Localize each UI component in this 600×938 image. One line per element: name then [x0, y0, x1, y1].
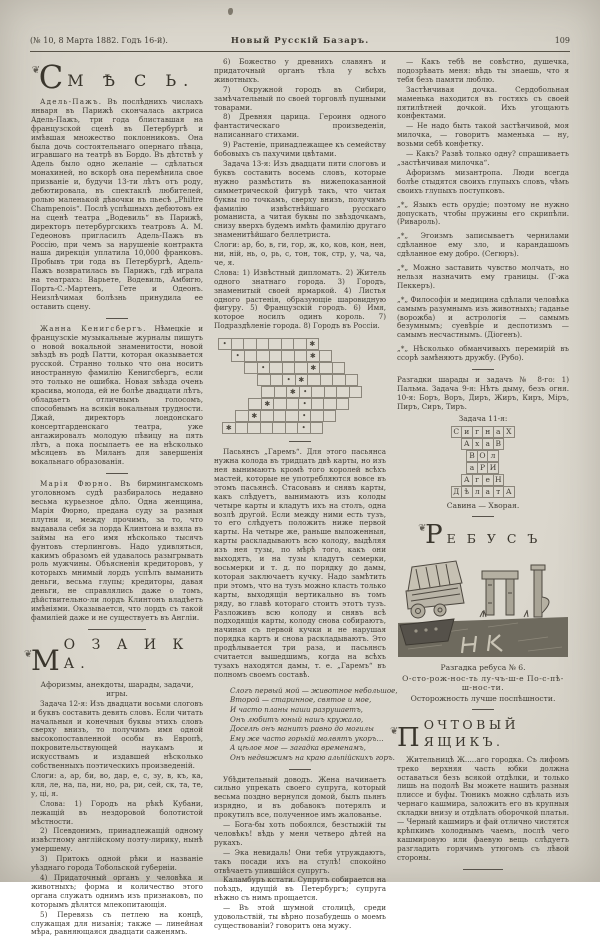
- puzzle-grid-cell: [261, 386, 275, 398]
- letter-grid-cell: В: [493, 438, 505, 450]
- separator: [472, 709, 494, 710]
- separator: [106, 473, 128, 474]
- puzzle-grid-cell: [260, 422, 274, 434]
- puzzle-grid-cell: [345, 374, 359, 386]
- letter-grid-cell: А: [461, 438, 473, 450]
- puzzle-grid-cell: •: [231, 350, 245, 362]
- letter-grid-cell: Р: [477, 462, 489, 474]
- puzzle-grid-cell: [320, 374, 334, 386]
- letter-grid-cell: е: [482, 474, 494, 486]
- letter-grid-cell: х: [472, 438, 484, 450]
- task12-word-4: 4) Придаточный органъ у человѣка и животныхъ; форма и количество этого органа служатъ однимъ изъ признаковъ, по которымъ дѣлятся млекопитающія.: [31, 872, 203, 909]
- mosaic-subtitle: Афоризмы, анекдоты, шарады, задачи, игры.: [40, 679, 194, 698]
- ink-blemish: [228, 8, 233, 15]
- puzzle-grid-cell: •: [297, 422, 311, 434]
- puzzle-grid-cell: ✱: [307, 362, 321, 374]
- header-rule: [30, 51, 570, 52]
- puzzle-grid-cell: ✱: [261, 398, 275, 410]
- puzzle-grid-cell: [274, 386, 288, 398]
- task13-words: Слова: 1) Извѣстный дипломатъ. 2) Житель одного знатнаго города. 3) Городъ, знаменитый своей ярмаркой. 4) Листья одного растенія, образующіе шаровидную фигуру. 5) Французскій городъ. 6) Имя, которое носилъ одинъ король. 7) Подраздѣленіе города. 8) Городъ въ Россіи.: [214, 267, 386, 331]
- task12-word-1: Слова: 1) Городъ на рѣкѣ Кубани, лежащій въ нездоровой болотистой мѣстности.: [31, 798, 203, 826]
- puzzle-grid-cell: [285, 410, 299, 422]
- dochka-line-2: — Какъ? Развѣ только одну? спрашиваетъ „застѣнчивая милочка“.: [397, 149, 569, 167]
- letter-grid-cell: Д: [451, 486, 463, 498]
- aforizm-mizantropa: Афоризмъ мизантропа. Люди всегда болѣе стыдятся своихъ глупыхъ словъ, чѣмъ своихъ глупыхъ поступковъ.: [397, 167, 569, 195]
- puzzle-grid-cell: [332, 374, 346, 386]
- letter-grid-row: [397, 487, 569, 499]
- flourish-icon: ❦: [31, 65, 41, 76]
- puzzle-grid-cell: [248, 398, 262, 410]
- puzzle-grid-cell: [243, 338, 257, 350]
- task13-puzzle-grid: [214, 339, 386, 435]
- section-title-rebus: ❦ Р Е Б У С Ъ: [397, 523, 569, 547]
- letter-grid-cell: л: [472, 486, 484, 498]
- aphorism-rivarol: „*„ Языкъ есть орудіе; поэтому не нужно допускать, чтобы пружины его скрипѣли. (Ривароль).: [397, 199, 569, 227]
- kalambur-line-2: — Какъ тебѣ не совѣстно, душечка, подозрѣвать меня: вѣдь ты знаешь, что я тебя безъ памяти люблю.: [397, 57, 569, 84]
- right-column: [390, 57, 569, 876]
- puzzle-grid-cell: [281, 338, 295, 350]
- separator: [289, 441, 311, 442]
- letter-grid-cell: а: [493, 426, 505, 438]
- puzzle-grid-cell: [307, 374, 321, 386]
- letter-grid-cell: г: [472, 474, 484, 486]
- puzzle-grid-row: [223, 423, 386, 435]
- puzzle-grid-cell: •: [298, 410, 312, 422]
- dochka-line-1: — Не надо быть такой застѣнчивой, моя милочка, — говоритъ маменька — ну, возьми себѣ конфетку.: [397, 121, 569, 149]
- puzzle-grid-cell: [281, 350, 295, 362]
- puzzle-grid-cell: ✱: [295, 374, 309, 386]
- puzzle-grid-cell: [332, 362, 346, 374]
- puzzle-grid-cell: [269, 350, 283, 362]
- letter-grid-cell: С: [451, 426, 463, 438]
- page-number: 109: [554, 36, 570, 45]
- section-title-post-box: ❦ П ОЧТОВЫЙ ЯЩИКЪ.: [390, 716, 520, 753]
- charade-poem: Слогъ первый мой — животное небольшое, Второй — старинное, святое и мое, И часто планы наши разрушаетъ, Онъ любитъ юный нашъ кружало, Доселѣ онъ манитъ равно до могилы Ему же часто горькій молвятъ укоръ… А цѣлое мое — загадка временамъ, Онъ недвижимъ на краю альпійскихъ горъ.: [230, 685, 398, 762]
- puzzle-grid-cell: •: [298, 398, 312, 410]
- puzzle-grid-cell: [270, 374, 284, 386]
- kalambur-line-1: — Въ этой шумной столицѣ, среди удовольствій, ты вѣрно позабудешь о моемъ существованіи? говоритъ она мужу.: [214, 903, 386, 930]
- task13-intro: Задача 13-я: Изъ двадцати пяти слоговъ и буквъ составить восемь словъ, которые нужно размѣстить въ нижепоказанной симметрической фигурѣ такъ, что читая буквы по точкамъ, сверху внизъ, получимъ фамилію извѣстнѣйшаго русскаго романиста, а читая буквы по звѣздочкамъ, снизу вверхъ будемъ имѣть фамилію другаго знаменитѣйшаго беллетриста.: [214, 158, 386, 240]
- puzzle-grid-cell: [310, 410, 324, 422]
- puzzle-grid-cell: [294, 350, 308, 362]
- newspaper-title: Новый Русскій Базаръ.: [230, 36, 370, 46]
- puzzle-grid-cell: [257, 374, 271, 386]
- puzzle-grid-cell: [310, 422, 324, 434]
- section-title-smes: ❦ С М Ѣ С Ь.: [31, 58, 196, 96]
- letter-grid-cell: и: [461, 426, 473, 438]
- anecdote-dovod: Убѣдительный доводъ. Жена начинаетъ сильно упрекать своего супруга, который весьма поздно вернулся домой, былъ пьянъ изрядно, и въ добавокъ потерялъ и прокутилъ все, полученное имъ жалованье.: [214, 774, 386, 820]
- aphorism-rubo: „*„ Нѣсколько обманчивыхъ перемирій въ ссорѣ замѣняютъ дружбу. (Рубо).: [397, 344, 569, 363]
- puzzle-grid-cell: [311, 398, 325, 410]
- puzzle-grid-cell: [349, 386, 363, 398]
- letter-grid-cell: г: [472, 426, 484, 438]
- puzzle-grid-cell: [336, 398, 350, 410]
- puzzle-grid-cell: [260, 410, 274, 422]
- letter-grid-cell: И: [487, 462, 499, 474]
- task12-word-6: 6) Божество у древнихъ славянъ и придаточный органъ тѣла у всѣхъ животныхъ.: [214, 57, 386, 84]
- puzzle-grid-cell: ✱: [306, 350, 320, 362]
- patience-harem: Пасьянсъ „Гаремъ“. Для этого пасьянса нужна колода въ тридцать двѣ карты, но изъ нея вынимаютъ кромѣ того королей всѣхъ мастей, которые не употребляются вовсе въ этомъ пасьянсѣ. Стасовавъ и снявъ карты, какъ слѣдуетъ, вынимаютъ изъ колоды четыре карты и кладутъ ихъ на столъ, одна возлѣ другой. Если между ними есть тузъ, то его слѣдуетъ положить ниже первой карты. На четыре же, раньше выложенныя, карты раскладываютъ всю колоду, выдѣляя изъ нея тузы, по мѣрѣ того, какъ они выходятъ, и на тузы кладутъ семерки, восьмерки и т. д. по порядку до дамы, которая заключаетъ кучку. Надо замѣтить при этомъ, что на тузъ можно класть только карты, выходящія вертикально въ томъ ряду, во главѣ котораго стоитъ этотъ тузъ. Разложивъ всю колоду и снявъ всѣ подходящія карты, колоду снова собираютъ, начиная съ первой кучки и не нарушая порядка картъ и снова раскладываютъ. Это продѣлывается три раза, и пасьянсъ считается вышедшимъ, когда на всѣхъ тузахъ находятся дамы, т. е. „Гаремъ“ въ полномъ своемъ составѣ.: [214, 447, 386, 679]
- letter-grid-cell: а: [482, 438, 494, 450]
- task11-title: Задача 11-я:: [458, 413, 508, 423]
- flourish-icon: ❦: [24, 648, 33, 660]
- page-header: [30, 36, 570, 50]
- task12-intro: Задача 12-я: Изъ двадцати восьми слоговъ и буквъ составить девять словъ. Если читать начальныя и конечныя буквы этихъ словъ сверху внизъ, то получимъ имя одной высокопоставленной особы въ Европѣ, покровительствующей наукамъ и искусствамъ и издавшей нѣсколько собственныхъ поэтическихъ произведеній.: [31, 698, 203, 771]
- rebus-answer-spelled: О-сто-рож-нос-ть лу-чъ-ш-е По-с-пѣ-ш-нос-ти.: [402, 673, 564, 692]
- letter-grid-cell: т: [493, 486, 505, 498]
- puzzle-grid-cell: [273, 398, 287, 410]
- task12-word-9: 9) Растеніе, принадлежащее къ семейству бобовыхъ съ пахучими цвѣтами.: [214, 140, 386, 159]
- letter-grid-cell: ѣ: [461, 486, 473, 498]
- letter-grid-cell: н: [482, 426, 494, 438]
- puzzle-grid-cell: [235, 422, 249, 434]
- puzzle-grid-cell: [286, 398, 300, 410]
- dovod-line-1: — Бога-бы хоть побоялся, безстыжій ты человѣкъ! вѣдь у меня четверо дѣтей на рукахъ.: [214, 820, 386, 847]
- puzzle-grid-cell: [324, 386, 338, 398]
- flourish-icon: ❦: [418, 522, 427, 534]
- puzzle-grid-cell: [273, 410, 287, 422]
- rebus-illustration: [398, 553, 568, 661]
- aphorism-segur: „*„ Эгоизмъ записываетъ чернилами сдѣланное ему зло, и карандашомъ сдѣланное ему добро. (Сегюръ).: [397, 231, 569, 259]
- separator: [472, 369, 494, 370]
- puzzle-grid-cell: •: [257, 362, 271, 374]
- anecdote-dochka: Застѣнчивая дочка. Сердобольная маменька находится въ гостяхъ съ своей пятилѣтней дочкой. Ихъ угощаютъ конфектами.: [397, 84, 569, 121]
- puzzle-grid-cell: [285, 422, 299, 434]
- letter-grid-cell: А: [503, 486, 515, 498]
- puzzle-grid-cell: ✱: [248, 410, 262, 422]
- puzzle-grid-cell: [323, 398, 337, 410]
- puzzle-grid-cell: [293, 338, 307, 350]
- puzzle-grid-cell: [247, 422, 261, 434]
- puzzle-grid-cell: [235, 410, 249, 422]
- puzzle-grid-cell: [272, 422, 286, 434]
- issue-info: (№ 10, 8 Марта 1882. Годъ 16-й).: [30, 36, 168, 45]
- aphorism-pekker: „*„ Можно заставить чувство молчать, но нельзя назначить ему границы. (Г-жа Пеккеръ).: [397, 263, 569, 290]
- left-column: [24, 58, 203, 938]
- answers: Разгадки шарады и задачъ № 8-го: 1) Пальма. Задача 9-я: Нѣтъ дыму, безъ огня. 10-я: Боръ, Воръ, Диръ, Жиръ, Киръ, Міръ, Пиръ, Сиръ, Тиръ.: [397, 375, 569, 411]
- task12-word-5: 5) Перевязь съ петлею на концѣ, служащая для низанія; также — линейная мѣра, равняющаяся двадцати саженямъ.: [31, 909, 203, 937]
- letter-grid-cell: а: [482, 486, 494, 498]
- separator: [289, 769, 311, 770]
- aphorism-diogen: „*„ Философія и медицина сдѣлали человѣка самымъ разумнымъ изъ животныхъ; гаданье (ворожба) и астрологія — самымъ безумнымъ; суевѣріе и деспотизмъ — самымъ несчастнымъ. (Діогенъ).: [397, 294, 569, 340]
- puzzle-grid-cell: [244, 350, 258, 362]
- puzzle-grid-cell: [231, 338, 245, 350]
- letter-grid-cell: л: [487, 450, 499, 462]
- puzzle-grid-cell: [311, 386, 325, 398]
- dovod-line-2: — Эка невидаль! Они тебя утруждаютъ, такъ посади ихъ на стулѣ! спокойно отвѣчаетъ упившійся супругъ.: [214, 847, 386, 875]
- puzzle-grid-cell: [319, 362, 333, 374]
- task12-word-8: 8) Древняя царица. Героиня одного фантастическаго произведенія, написаннаго стихами.: [214, 112, 386, 140]
- task11-letter-grid: [397, 427, 569, 499]
- letter-grid-cell: а: [466, 462, 478, 474]
- puzzle-grid-cell: [244, 362, 258, 374]
- separator: [472, 516, 494, 517]
- puzzle-grid-cell: [294, 362, 308, 374]
- article-furno: Марія Фюрно. Въ бирмингамскомъ уголовномъ судѣ разбиралось недавно весьма курьезное дѣло. Одна женщина, Марія Фюрно, предана суду за разныя плутни и, между прочимъ, за то, что выдавала себя за лорда Клинтона и взяла въ займы на его имя нѣсколько тысячъ фунтовъ стерлинговъ. Надо удивляться, какимъ образомъ ей удавалось разыгрывать роль мужчины. Объясненія кредиторовъ, у которыхъ мнимый лордъ успѣлъ выманить деньги, весьма глупы; кредиторы, давая деньги, не справлялись даже о томъ, дѣйствительно-ли лордъ Клинтонъ владѣетъ имѣніями. Оказывается, что лордъ съ такой фамиліей даже и не существуетъ въ Англіи.: [31, 479, 203, 622]
- post-box-reply: Жительницѣ Ж.....аго городка. Съ лифомъ треко верхняя часть юбки должна оставаться безъ всякой отдѣлки, и только лишь на подолѣ Вы можете нашить разныя плиссе и буфы. Тюникъ можно сдѣлать изъ чернаго кашмира, заложить его въ крупныя складки внизу и отдѣлать оборочкой платья. — Черный кашмиръ и фай отлично чистятся крѣпкимъ холоднымъ чаемъ, послѣ чего кашмировую или фаевую вещь слѣдуетъ разгладить горячимъ утюгомъ съ лѣвой стороны.: [397, 754, 569, 862]
- puzzle-grid-cell: ✱: [306, 338, 320, 350]
- letter-grid-cell: Х: [503, 426, 515, 438]
- puzzle-grid-cell: [319, 350, 333, 362]
- puzzle-grid-cell: •: [282, 374, 296, 386]
- puzzle-grid-cell: •: [218, 338, 232, 350]
- puzzle-grid-cell: ✱: [286, 386, 300, 398]
- separator-long: [88, 629, 146, 630]
- separator-end: [463, 869, 503, 870]
- letter-grid-cell: О: [477, 450, 489, 462]
- puzzle-grid-cell: •: [299, 386, 313, 398]
- puzzle-grid-cell: [256, 350, 270, 362]
- letter-grid-cell: А: [461, 474, 473, 486]
- puzzle-grid-cell: [269, 362, 283, 374]
- puzzle-grid-cell: [336, 386, 350, 398]
- puzzle-grid-cell: ✱: [222, 422, 236, 434]
- puzzle-grid-cell: [256, 338, 270, 350]
- middle-column: [214, 57, 398, 932]
- puzzle-grid-cell: [323, 410, 337, 422]
- article-adel-page: Адель-Пажъ. Въ послѣднихъ числахъ января въ Парижѣ скончалась актриса Адель-Пажъ, три года блиставшая на французской сценѣ въ Петербургѣ и имѣвшая множество поклонниковъ. Она была дочь состоятельнаго опернаго пѣвца, игравшаго на театрѣ въ Бордо. Въ дѣтствѣ у Адель было одно желаніе — сдѣлаться монахиней, но вскорѣ она перемѣнила свое призваніе и, будучи 13-ти лѣтъ отъ роду, дебютировала, въ спектаклѣ любителей, ролью маленькой дѣвочки въ пьесѣ „Philtre Champenois“. Послѣ успѣшныхъ дебютовъ ея на сценѣ театра „Водевиль“ въ Парижѣ, директоръ петербургскихъ театровъ А. М. Гедеоновъ пригласилъ Адель-Пажъ въ Россію, при чемъ за нарушеніе контракта наша дирекція уплатила 10,000 франковъ. Пробывъ три года въ Петербургѣ, Адель-Пажъ возвратилась въ Парижъ, гдѣ играла на театрахъ: Варьете, Водевиль, Амбигю, Портъ-С.-Мартенъ, Гете и Одеонъ. Неизлѣчимая болѣзнь принудила ее оставить сцену.: [31, 97, 203, 311]
- task12-word-2: 2) Псевдонимъ, принадлежащій одному извѣстному англійскому поэту-лирику, нынѣ умершему.: [31, 826, 203, 854]
- flourish-icon: ❦: [390, 725, 399, 737]
- task11-caption: Савина — Хворая.: [446, 500, 520, 510]
- rebus-answer-title: Разгадка ребуса № 6.: [440, 662, 526, 672]
- puzzle-grid-cell: [268, 338, 282, 350]
- puzzle-grid-cell: [282, 362, 296, 374]
- letter-grid-cell: В: [466, 450, 478, 462]
- task12-word-7: 7) Окружной городъ въ Сибири, замѣчательный по своей торговлѣ пушными товарами.: [214, 84, 386, 112]
- letter-grid-cell: Н: [493, 474, 505, 486]
- article-kenigsberg: Жанна Кенигсбергъ. Нѣмецкіе и французскіе музыкальные журналы пишутъ о новой вокальной знаменитости, новой звѣздѣ въ родѣ Патти, которая оказывается русской. Странно только что она носитъ иностранную фамилію Кенигсбергъ, если это только не ошибка. Новая звѣзда очень красива, молода, ей не болѣе двадцати лѣтъ, обладаетъ отличнымъ голосомъ, способнымъ на всякія вокальныя трудности. Джай, директоръ лондонскаго консертгарденскаго театра, уже ангажировалъ молодую пѣвицу на пять лѣтъ, а пока посылаетъ ее на нѣсколько мѣсяцевъ въ Миланъ для завершенія вокальнаго образованія.: [31, 323, 203, 467]
- task12-word-3: 3) Притокъ одной рѣки и названіе уѣзднаго города Тобольской губерніи.: [31, 854, 203, 873]
- rebus-answer-plain: Осторожность лучше поспѣшности.: [410, 693, 556, 703]
- separator: [106, 318, 128, 319]
- task13-syllables: Слоги: ар, бо, в, ги, гор, ж, ко, ков, кон, нен, ни, ній, нь, о, рь, с, тон, ток, стр, у, ча, ча, че, я.: [214, 240, 386, 267]
- task12-syllables: Слоги: а, ар, би, во, дар, е, с, зу, в, къ, ка, кля, ле, на, па, ни, но, ра, ри, сей, ск, та, те, у, ці, я.: [31, 771, 203, 798]
- section-title-mosaic: ❦ М О З А И К А.: [24, 636, 190, 677]
- anecdote-kalambur: Каламбуръ кстати. Супругъ собирается на поѣздъ, идущій въ Петербургъ; супруга нѣжно съ нимъ прощается.: [214, 875, 386, 903]
